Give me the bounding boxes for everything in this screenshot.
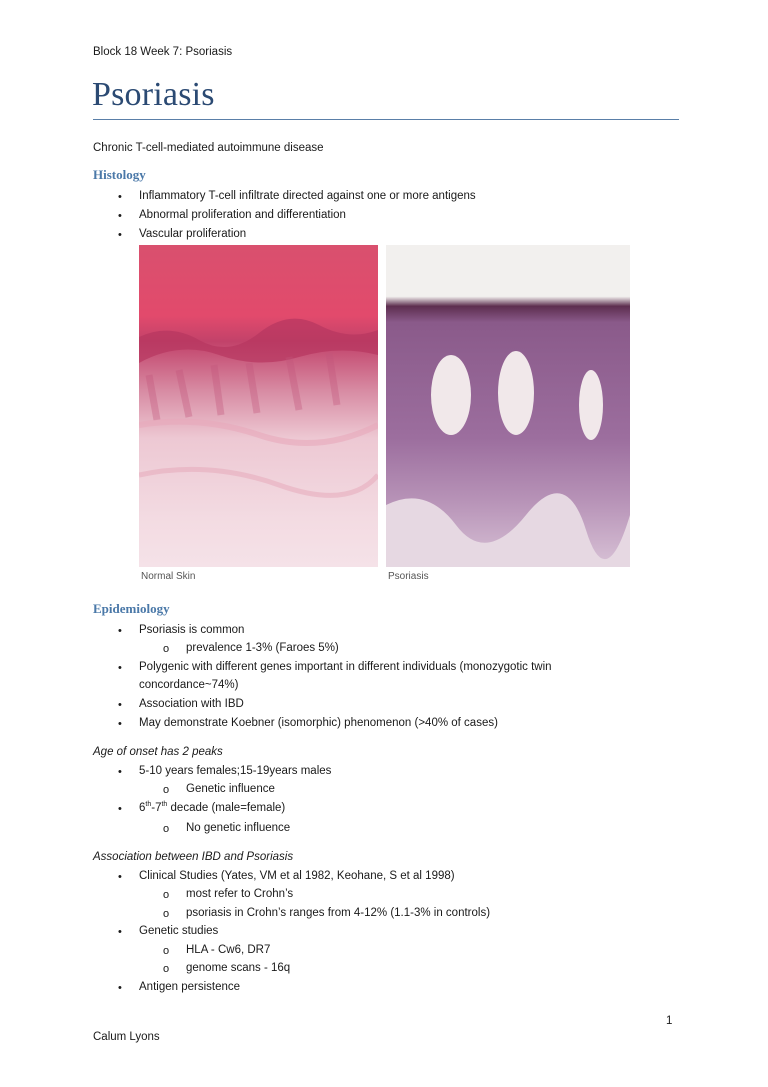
- bullet-icon: •: [118, 699, 122, 711]
- normal-skin-image: [139, 245, 378, 572]
- onset-item-2: [139, 801, 285, 814]
- onset-heading: Age of onset has 2 peaks: [93, 746, 223, 758]
- bullet-icon: •: [118, 210, 122, 222]
- assoc-item-1-sub-1: most refer to Crohn’s: [186, 888, 294, 900]
- histology-item-2: Abnormal proliferation and differentiation: [139, 209, 346, 221]
- onset-item-1-sub: Genetic influence: [186, 783, 275, 795]
- sub-bullet-icon: o: [163, 908, 170, 920]
- bullet-icon: •: [118, 871, 122, 883]
- association-heading: Association between IBD and Psoriasis: [93, 851, 294, 863]
- onset-item-2-c: decade (male=female): [167, 801, 286, 814]
- assoc-item-1-sub-2: psoriasis in Crohn’s ranges from 4-12% (1.1-3% in controls): [186, 907, 491, 919]
- assoc-item-2-sub-1: HLA - Cw6, DR7: [186, 944, 271, 956]
- bullet-icon: •: [118, 718, 122, 730]
- assoc-item-3: Antigen persistence: [139, 981, 241, 993]
- intro-text: Chronic T-cell-mediated autoimmune disease: [93, 142, 324, 154]
- epi-item-3: Association with IBD: [139, 698, 244, 710]
- title-divider: [93, 119, 679, 120]
- epi-item-1-sub: prevalence 1-3% (Faroes 5%): [186, 642, 339, 654]
- onset-item-2-sup1: th: [145, 801, 152, 808]
- page-number: 1: [666, 1015, 673, 1027]
- histology-heading: Histology: [93, 167, 146, 182]
- bullet-icon: •: [118, 982, 122, 994]
- onset-item-2-b: -7: [151, 801, 162, 814]
- sub-bullet-icon: o: [163, 784, 170, 796]
- onset-item-2-sub: No genetic influence: [186, 822, 291, 834]
- sub-bullet-icon: o: [163, 945, 170, 957]
- assoc-item-2: Genetic studies: [139, 925, 219, 937]
- bullet-icon: •: [118, 803, 122, 815]
- epi-item-2-line1: Polygenic with different genes important in different individuals (monozygotic twin: [139, 661, 552, 673]
- bullet-icon: •: [118, 625, 122, 637]
- psoriasis-image: [386, 245, 630, 572]
- running-header: Block 18 Week 7: Psoriasis: [93, 46, 233, 58]
- assoc-item-2-sub-2: genome scans - 16q: [186, 962, 291, 974]
- epidemiology-heading: Epidemiology: [93, 601, 170, 616]
- bullet-icon: •: [118, 191, 122, 203]
- bullet-icon: •: [118, 229, 122, 241]
- onset-item-2-a: 6: [139, 801, 146, 814]
- bullet-icon: •: [118, 926, 122, 938]
- bullet-icon: •: [118, 766, 122, 778]
- onset-item-1: 5-10 years females;15-19years males: [139, 765, 332, 777]
- sub-bullet-icon: o: [163, 963, 170, 975]
- assoc-item-1: Clinical Studies (Yates, VM et al 1982, Keohane, S et al 1998): [139, 870, 455, 882]
- onset-item-2-sup2: th: [161, 801, 168, 808]
- page-title: Psoriasis: [92, 76, 215, 113]
- footer-author: Calum Lyons: [93, 1031, 160, 1043]
- sub-bullet-icon: o: [163, 643, 170, 655]
- histology-item-3: Vascular proliferation: [139, 228, 247, 240]
- psoriasis-label: Psoriasis: [388, 571, 429, 582]
- epi-item-2-line2: concordance~74%): [139, 679, 239, 691]
- histology-item-1: Inflammatory T-cell infiltrate directed against one or more antigens: [139, 190, 476, 202]
- sub-bullet-icon: o: [163, 823, 170, 835]
- epi-item-1: Psoriasis is common: [139, 624, 245, 636]
- epi-item-4: May demonstrate Koebner (isomorphic) phenomenon (>40% of cases): [139, 717, 498, 729]
- normal-skin-label: Normal Skin: [141, 571, 196, 582]
- sub-bullet-icon: o: [163, 889, 170, 901]
- bullet-icon: •: [118, 662, 122, 674]
